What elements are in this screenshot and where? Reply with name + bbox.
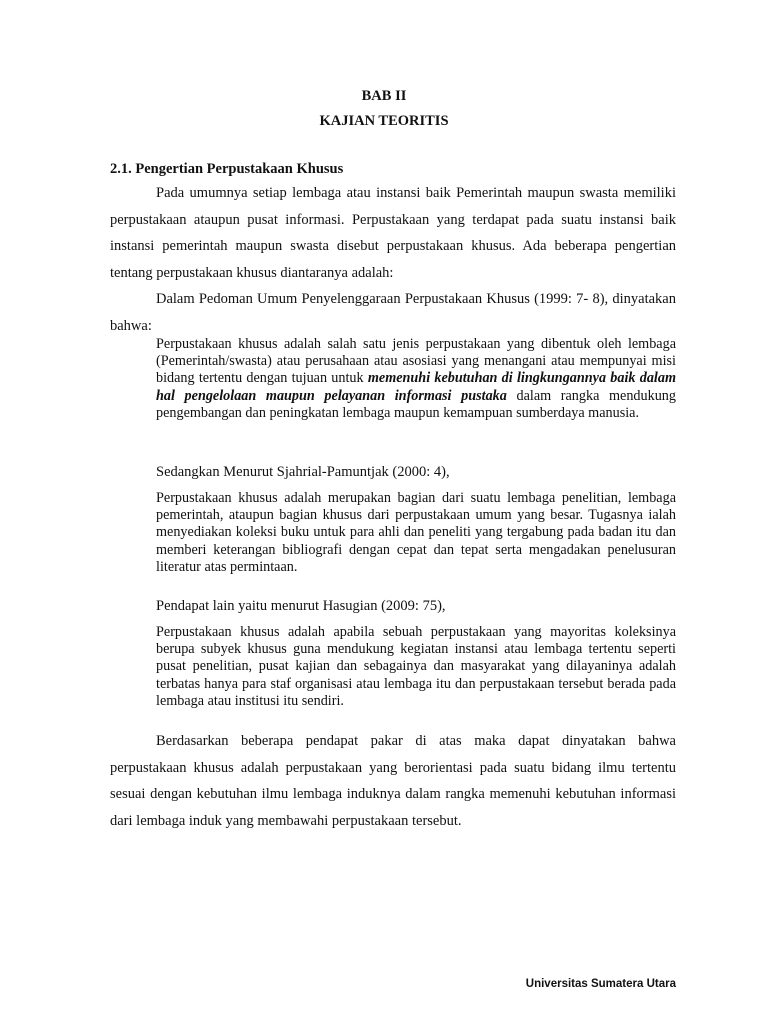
chapter-subtitle: KAJIAN TEORITIS xyxy=(319,113,449,129)
footer-institution: Universitas Sumatera Utara xyxy=(525,978,676,990)
quote-emphasis: memenuhi kebutuhan di lingkungannya baik dalam hal pengelolaan maupun pelayanan informasi pustaka xyxy=(156,370,676,404)
lead-hasugian: Pendapat lain yaitu menurut Hasugian (2009: 75), xyxy=(156,598,446,614)
intro-paragraph: Pada umumnya setiap lembaga atau instansi baik Pemerintah maupun swasta memiliki perpustakaan ataupun pusat informasi. Perpustakaan yang terdapat pada suatu instansi baik instansi pemerintah maupun swasta disebut perpustakaan khusus. Ada beberapa pengertian tentang perpustakaan khusus diantaranya adalah: xyxy=(110,185,676,281)
quote-pedoman xyxy=(156,336,676,422)
quote-text: Perpustakaan khusus adalah salah satu jenis perpustakaan yang dibentuk oleh lembaga (Pemerintah/swasta) atau perusahaan atau asosiasi yang menangani atau mempunyai misi bidang tertentu dengan tujuan untuk xyxy=(156,336,676,387)
quote-sjahrial: Perpustakaan khusus adalah merupakan bagian dari suatu lembaga penelitian, lembaga pemerintah, ataupun bagian khusus dari perpustakaan umum yang besar. Tugasnya ialah menyediakan koleksi buku untuk para ahli dan peneliti yang tergabung pada badan itu dan memberi keterangan bibliografi dengan cepat dan tepat serta mengadakan penelusuran literatur atas permintaan. xyxy=(156,490,676,575)
conclusion-paragraph: Berdasarkan beberapa pendapat pakar di atas maka dapat dinyatakan bahwa perpustakaan khusus adalah perpustakaan yang berorientasi pada suatu bidang ilmu tertentu sesuai dengan kebutuhan ilmu lembaga induknya dalam rangka memenuhi kebutuhan informasi dari lembaga induk yang membawahi perpustakaan tersebut. xyxy=(110,733,676,829)
quote-hasugian: Perpustakaan khusus adalah apabila sebuah perpustakaan yang mayoritas koleksinya berupa subyek khusus guna mendukung kegiatan instansi atau lembaga tertentu seperti pusat penelitian, pusat kajian dan sebagainya dan masyarakat yang dilayaninya adalah terbatas hanya para staf organisasi atau lembaga itu dan perpustakaan tersebut berada pada lembaga atau institusi itu sendiri. xyxy=(156,624,676,709)
pedoman-paragraph: Dalam Pedoman Umum Penyelenggaraan Perpustakaan Khusus (1999: 7- 8), dinyatakan bahwa: xyxy=(110,291,676,334)
lead-sjahrial: Sedangkan Menurut Sjahrial-Pamuntjak (2000: 4), xyxy=(156,464,450,480)
quote-text: dalam rangka mendukung pengembangan dan peningkatan lembaga maupun kemampuan sumberdaya manusia. xyxy=(156,387,676,421)
section-heading: 2.1. Pengertian Perpustakaan Khusus xyxy=(110,161,344,177)
chapter-title: BAB II xyxy=(361,88,407,104)
